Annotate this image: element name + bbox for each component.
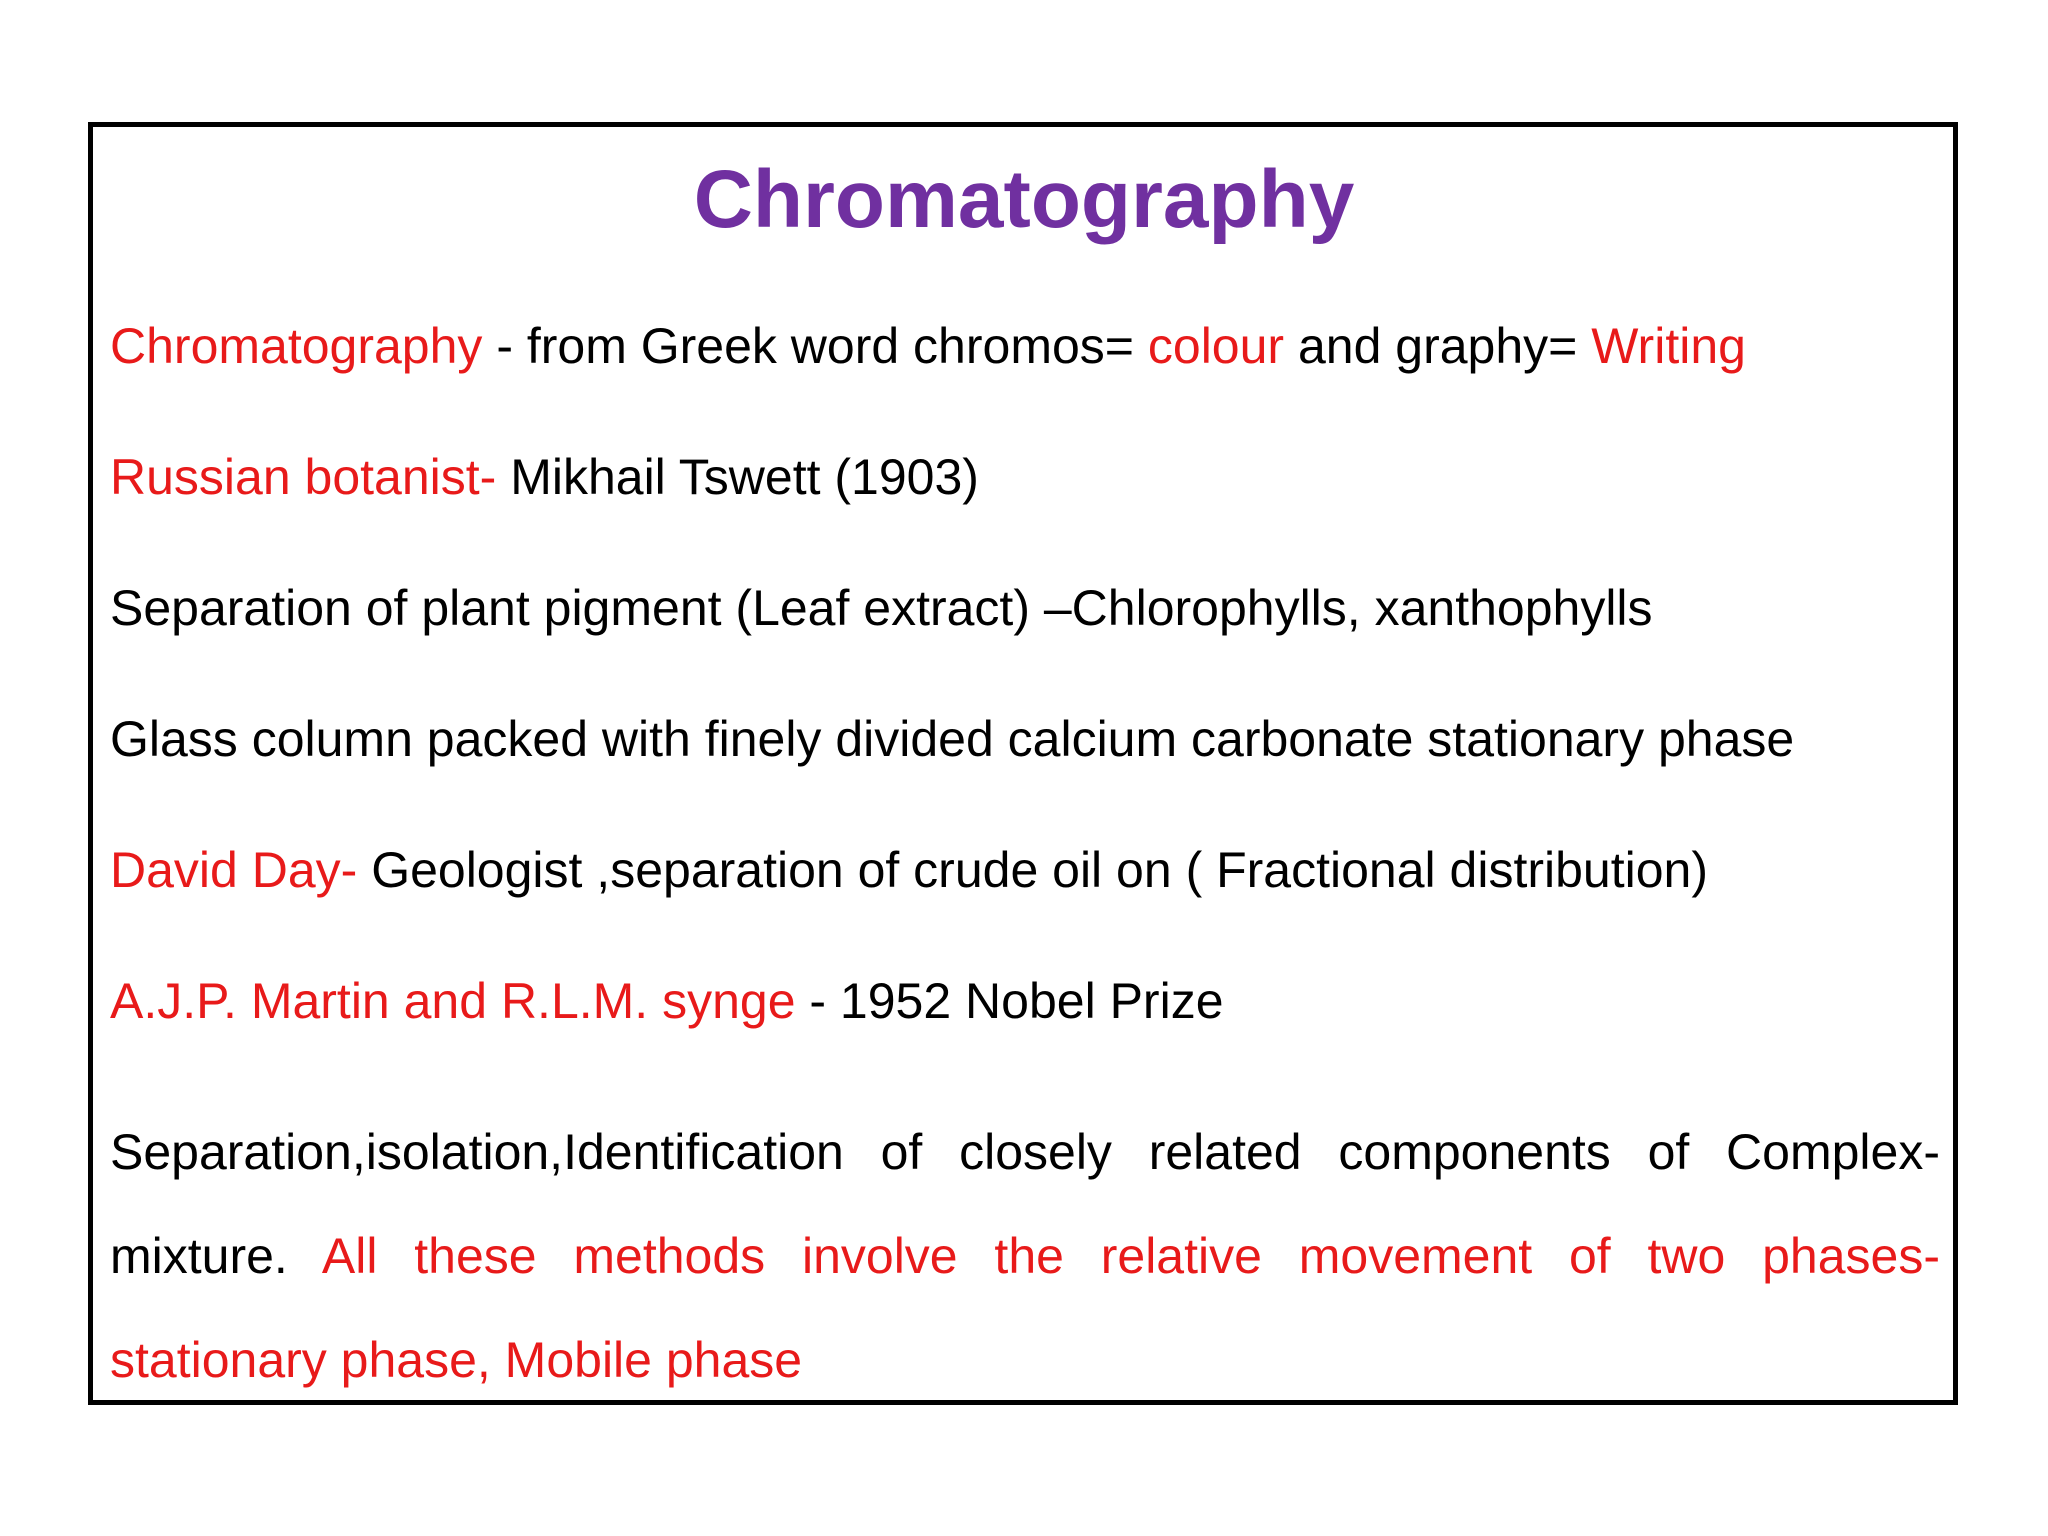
- pigment-line: Separation of plant pigment (Leaf extract) –Chlorophylls, xanthophylls: [110, 580, 1653, 636]
- term-chromatography: Chromatography: [110, 318, 483, 374]
- nobel-names: A.J.P. Martin and R.L.M. synge: [110, 973, 796, 1029]
- etymology-line: [110, 316, 1940, 376]
- botanist-name: Mikhail Tswett (1903): [496, 449, 979, 505]
- nobel-text: - 1952 Nobel Prize: [795, 973, 1224, 1029]
- slide-title: Chromatography: [693, 154, 1355, 245]
- summary-black-text: Separation,isolation,Identification of closely related components of Complex-mixture.: [110, 1124, 1940, 1284]
- david-day-line: [110, 840, 1940, 900]
- david-day-label: David Day-: [110, 842, 358, 898]
- column-line: Glass column packed with finely divided calcium carbonate stationary phase: [110, 711, 1795, 767]
- etymology-text: - from Greek word chromos=: [482, 318, 1148, 374]
- botanist-line: [110, 447, 1940, 507]
- david-day-text: Geologist ,separation of crude oil on ( Fractional distribution): [357, 842, 1708, 898]
- botanist-label: Russian botanist-: [110, 449, 497, 505]
- term-writing: Writing: [1591, 318, 1746, 374]
- nobel-line: [110, 971, 1940, 1031]
- summary-red-text: All these methods involve the relative movement of two phases- stationary phase, Mobile phase: [110, 1228, 1940, 1388]
- summary-paragraph: [110, 1100, 1940, 1412]
- etymology-text-2: and graphy=: [1284, 318, 1592, 374]
- term-colour: colour: [1147, 318, 1285, 374]
